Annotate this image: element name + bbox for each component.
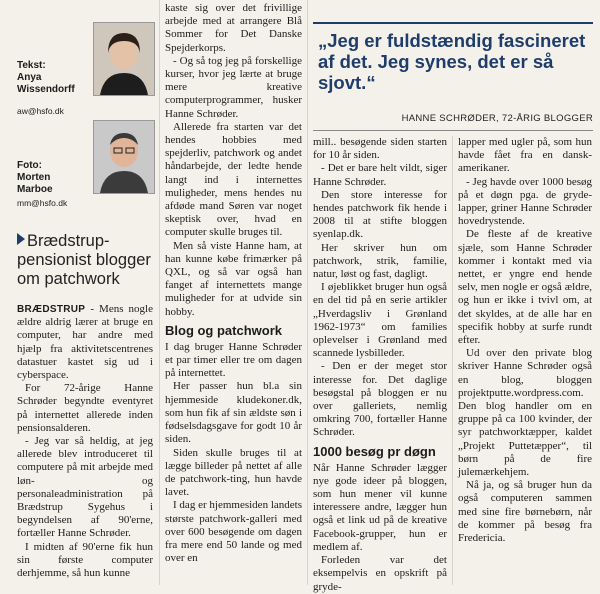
paragraph: mill.. besøgende siden starten for 10 år siden. bbox=[313, 136, 447, 162]
writer-portrait bbox=[93, 22, 155, 96]
article-column-4 bbox=[458, 136, 592, 545]
text-credit-email: aw@hsfo.dk bbox=[17, 106, 64, 116]
paragraph: For 72-årige Hanne Schrøder begyndte eventyret på internettet allerede inden pensionsalderen. bbox=[17, 382, 153, 434]
article-column-3 bbox=[313, 136, 447, 594]
subheading: 1000 besøg pr døgn bbox=[313, 443, 436, 459]
article-column-1 bbox=[17, 303, 153, 580]
column-divider bbox=[452, 136, 453, 585]
paragraph: De fleste af de kreative sjæle, som Hanne Schrøder kommer i kontakt med via nettet, er yngre end hende selv, men nogle er også ældre, og hun er ikke i tvivl om, at det skyldes, at de alle har en specifik hobby at surfe rundt efter. bbox=[458, 228, 592, 347]
paragraph: Nå ja, og så bruger hun da også computeren sammen med sine fire børnebørn, når de kommer på besøg fra Fredericia. bbox=[458, 479, 592, 545]
paragraph: kaste sig over det frivillige arbejde med at arrangere Blå Sommer for Det Danske Spejderkorps. bbox=[165, 2, 302, 54]
photographer-portrait bbox=[93, 120, 155, 194]
paragraph: Ud over den private blog skriver Hanne Schrøder også en blog, bloggen projektputte.wordpress.com. Den blog handler om en gruppe på ca 100 kvinder, der syr patchworktæpper, kaldet „Projekt Puttetæpper“, til børn på de fire julemærkehjem. bbox=[458, 347, 592, 479]
paragraph: Siden skulle bruges til at lægge billeder på nettet af alle de patchwork-ting, hun havde lavet. bbox=[165, 446, 302, 499]
paragraph: - Det er bare helt vildt, siger Hanne Schrøder. bbox=[313, 162, 447, 188]
photo-credit-name-first: Morten bbox=[17, 172, 51, 183]
paragraph: I dag er hjemmesiden landets største patchwork-galleri med over 600 besøgende om dagen fra mere end 50 lande og med over en bbox=[165, 499, 302, 565]
paragraph: I midten af 90'erne fik hun sin første computer derhjemme, så hun kunne bbox=[17, 540, 153, 580]
headline-arrow-icon bbox=[17, 233, 25, 245]
text-credit-name-first: Anya bbox=[17, 72, 42, 83]
paragraph: Når Hanne Schrøder lægger nye gode ideer på bloggen, som hun mener vil kunne interessere andre, lægger hun også et link ud på de kreative Facebook-grupper, hun er medlem af. bbox=[313, 461, 447, 553]
paragraph: Allerede fra starten var det hendes hobbies med spejderliv, patchwork og andet håndarbejde, der ledte hende langt ind i internettes muligheder, mens hendes nu afdøde mand Søren var noget skeptisk over, hvad en computer skulle bruges til. bbox=[165, 120, 302, 239]
paragraph: Forleden var det eksempelvis en opskrift på gryde- bbox=[313, 554, 447, 593]
faded-header-bleed bbox=[320, 0, 600, 14]
article-column-2 bbox=[165, 2, 302, 565]
photo-credit-email: mm@hsfo.dk bbox=[17, 198, 68, 208]
pull-quote: „Jeg er fuldstændig fascineret af det. Jeg synes, det er så sjovt.“ bbox=[318, 30, 586, 93]
paragraph: - Jeg havde over 1000 besøg på et døgn pga. de gryde-lapper, griner Hanne Schrøder hovedrystende. bbox=[458, 175, 592, 228]
quote-top-rule bbox=[313, 22, 593, 24]
column-divider bbox=[307, 0, 308, 585]
text-credit-name-last: Wissendorff bbox=[17, 84, 75, 95]
column-divider bbox=[159, 0, 160, 585]
paragraph: Men så viste Hanne ham, at han kunne købe frimærker på QXL, og så var også han fanget af internettets mange muligheder for at udvide sin hobby. bbox=[165, 239, 302, 318]
paragraph: Den store interesse for hendes patchwork fik hende i 2008 til at stifte bloggen syenlap.dk. bbox=[313, 188, 447, 241]
paragraph: I øjeblikket bruger hun også en del tid på en serie artikler „Hverdagsliv i Grønland 1962-1973“ om families oplevelser i Grønland med scannede lysbilleder. bbox=[313, 281, 447, 360]
paragraph: Her passer hun bl.a sin hjemmeside kludekoner.dk, som hun fik af sin ældste søn i fødselsdagsgave for godt 10 år siden. bbox=[165, 380, 302, 446]
paragraph: I dag bruger Hanne Schrøder et par timer eller tre om dagen på internettet. bbox=[165, 340, 302, 380]
photographer-portrait-image bbox=[94, 121, 154, 193]
paragraph: - Og så tog jeg på forskellige kurser, hvor jeg lærte at bruge mere kreative computerprogrammer, husker Hanne Schrøder. bbox=[165, 54, 302, 120]
pull-quote-attribution: HANNE SCHRØDER, 72-ÅRIG BLOGGER bbox=[401, 113, 593, 124]
dateline: BRÆDSTRUP bbox=[17, 304, 86, 315]
paragraph: - Den er der meget stor interesse for. Det daglige besøgstal på bloggen er nu over galleriets, nemlig omkring 700, fortæller Hanne Schrøder. bbox=[313, 360, 447, 439]
subheading: Blog og patchwork bbox=[165, 322, 282, 338]
quote-bottom-rule bbox=[313, 130, 593, 131]
article-headline bbox=[17, 232, 152, 289]
paragraph: - Jeg var så heldig, at jeg allerede blev introduceret til computere på mit arbejde med løn- og personaleadministration på Brædstrup Sygehus i begyndelsen af 90'erne, fortæller Hanne Schrøder. bbox=[17, 435, 153, 540]
writer-portrait-image bbox=[94, 23, 154, 95]
headline-text: Brædstrup-pensionist blogger om patchwork bbox=[17, 232, 151, 288]
photo-credit-role: Foto: bbox=[17, 160, 42, 171]
photo-credit-name-last: Marboe bbox=[17, 184, 53, 195]
text-credit-role: Tekst: bbox=[17, 60, 46, 71]
paragraph: Her skriver hun om patchwork, strik, familie, natur, løst og fast, dagligt. bbox=[313, 241, 447, 281]
paragraph: lapper med ugler på, som hun havde fået fra en dansk-amerikaner. bbox=[458, 136, 592, 175]
lead-paragraph: BRÆDSTRUP - Mens nogle ældre aldrig lærer at bruge en computer, har andre med hjælp fra aktivitetscentrenes datastuer kastet sig ud i cyberspace. bbox=[17, 303, 153, 382]
